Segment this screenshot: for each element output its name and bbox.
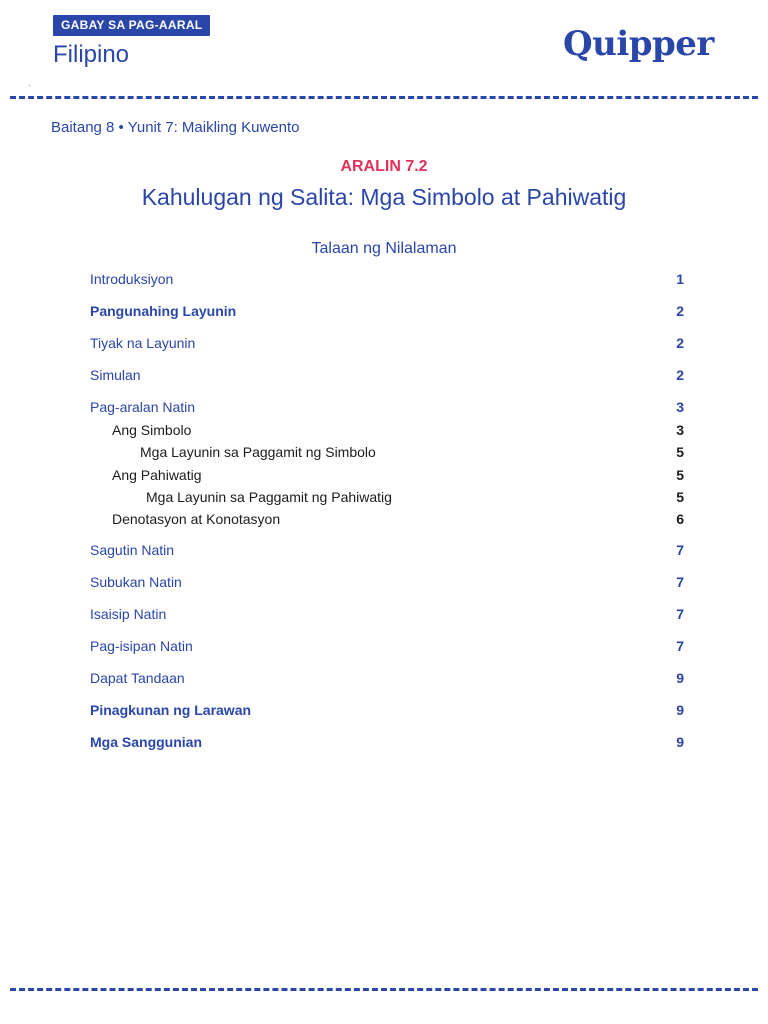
toc-item-denotasyon[interactable]: [90, 510, 684, 528]
toc-item-label: Simulan: [90, 367, 141, 383]
toc-item-label: Introduksiyon: [90, 271, 174, 287]
toc-item-page: 6: [676, 511, 684, 527]
toc-item-sagutin-natin[interactable]: [90, 541, 684, 559]
toc-item-pag-isipan-natin[interactable]: [90, 637, 684, 655]
toc-item-page: 5: [676, 444, 684, 460]
lesson-title: Kahulugan ng Salita: Mga Simbolo at Pahiwatig: [141, 184, 627, 210]
lesson-number: ARALIN 7.2: [340, 158, 428, 175]
dot-mark: [29, 85, 30, 86]
toc-item-tiyak-na-layunin[interactable]: [90, 334, 684, 352]
toc-item-label: Dapat Tandaan: [90, 670, 185, 686]
quipper-logo: Quipper: [563, 24, 714, 64]
toc-item-label: Mga Sanggunian: [90, 734, 202, 750]
toc-item-mga-sanggunian[interactable]: [90, 733, 684, 751]
toc-item-label: Ang Pahiwatig: [112, 467, 202, 483]
toc-item-label: Isaisip Natin: [90, 606, 167, 622]
toc-item-layunin-simbolo[interactable]: [90, 443, 684, 461]
toc-item-dapat-tandaan[interactable]: [90, 669, 684, 687]
toc-item-simulan[interactable]: [90, 366, 684, 384]
toc-item-introduksiyon[interactable]: [90, 270, 684, 288]
toc-item-page: 1: [676, 271, 684, 287]
toc-item-isaisip-natin[interactable]: [90, 605, 684, 623]
toc-item-ang-simbolo[interactable]: [90, 421, 684, 439]
toc-item-label: Mga Layunin sa Paggamit ng Simbolo: [140, 444, 376, 460]
toc-item-page: 7: [676, 542, 684, 558]
toc-item-label: Pag-isipan Natin: [90, 638, 193, 654]
toc-item-pag-aralan-natin[interactable]: [90, 398, 684, 416]
bottom-dashed-divider: [10, 988, 758, 991]
toc-item-label: Subukan Natin: [90, 574, 182, 590]
toc-item-page: 2: [676, 335, 684, 351]
toc-item-page: 2: [676, 367, 684, 383]
toc-item-page: 7: [676, 638, 684, 654]
toc-item-label: Denotasyon at Konotasyon: [112, 511, 281, 527]
toc-item-label: Tiyak na Layunin: [90, 335, 196, 351]
toc-item-label: Pinagkunan ng Larawan: [90, 702, 252, 718]
toc-item-label: Pag-aralan Natin: [90, 399, 196, 415]
toc-item-page: 7: [676, 574, 684, 590]
toc-item-label: Sagutin Natin: [90, 542, 175, 558]
subject-title: Filipino: [53, 41, 130, 68]
toc-item-page: 5: [676, 489, 684, 505]
toc-item-page: 3: [676, 399, 684, 415]
toc-item-page: 2: [676, 303, 684, 319]
toc-item-page: 7: [676, 606, 684, 622]
toc-item-page: 9: [676, 702, 684, 718]
toc-item-page: 5: [676, 467, 684, 483]
toc-item-pangunahing-layunin[interactable]: [90, 302, 684, 320]
toc-item-pinagkunan-ng-larawan[interactable]: [90, 701, 684, 719]
breadcrumb: Baitang 8 • Yunit 7: Maikling Kuwento: [51, 119, 300, 136]
toc-item-label: Pangunahing Layunin: [90, 303, 237, 319]
toc-item-page: 9: [676, 670, 684, 686]
toc-item-page: 3: [676, 422, 684, 438]
toc-heading: Talaan ng Nilalaman: [311, 240, 457, 257]
toc-item-page: 9: [676, 734, 684, 750]
toc-item-label: Ang Simbolo: [112, 422, 192, 438]
toc-item-ang-pahiwatig[interactable]: [90, 466, 684, 484]
toc-item-layunin-pahiwatig[interactable]: [90, 488, 684, 506]
toc-item-label: Mga Layunin sa Paggamit ng Pahiwatig: [146, 489, 392, 505]
study-guide-badge: GABAY SA PAG-AARAL: [53, 15, 210, 36]
toc-item-subukan-natin[interactable]: [90, 573, 684, 591]
top-dashed-divider: [10, 96, 758, 99]
